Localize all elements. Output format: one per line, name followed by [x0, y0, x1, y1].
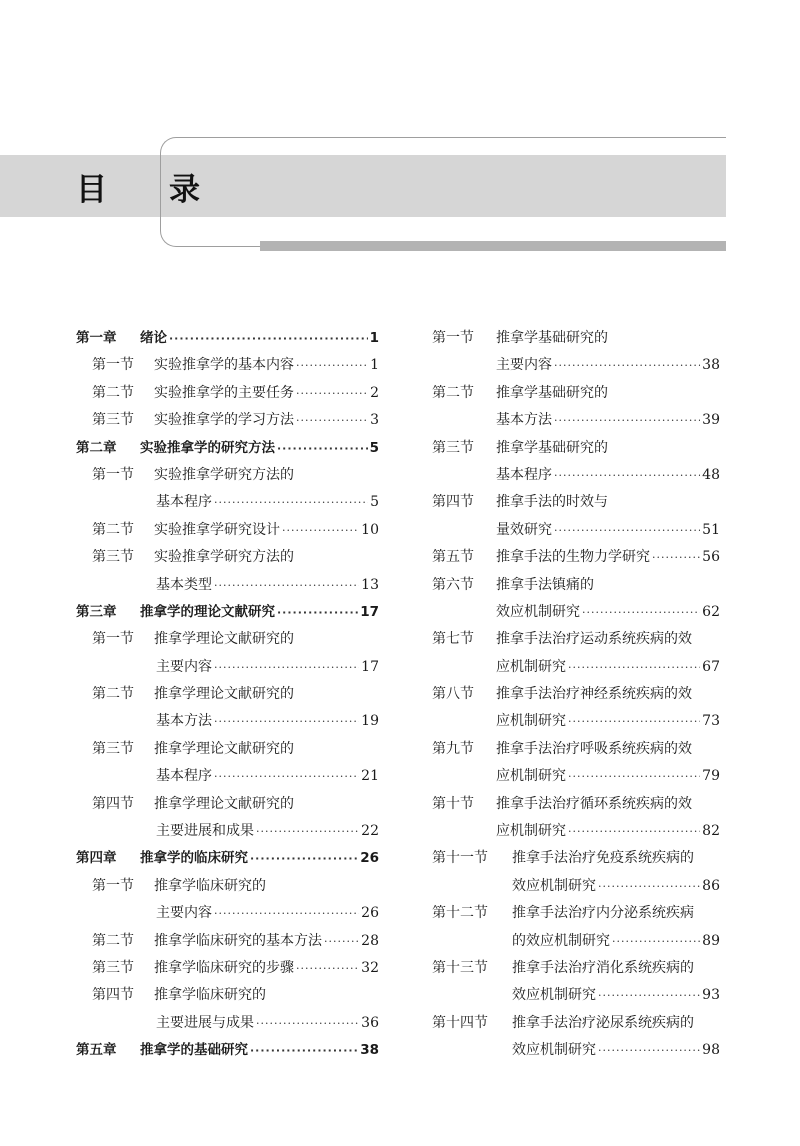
page-number: 86 [702, 877, 720, 894]
section-label: 第一节 [432, 330, 474, 346]
page-number: 17 [361, 658, 379, 675]
section-title: 推拿学基础研究的 [496, 439, 608, 456]
chapter-label: 第五章 [76, 1042, 117, 1059]
section-label: 第十节 [432, 795, 474, 812]
toc-section[interactable] [432, 380, 720, 407]
leader-dots [568, 654, 700, 681]
section-title: 推拿学理论文献研究的 [154, 795, 294, 812]
section-label: 第一节 [92, 877, 134, 894]
chapter-label: 第一章 [76, 330, 117, 346]
page-number: 62 [702, 603, 720, 620]
toc-section-continuation[interactable] [432, 708, 720, 735]
leader-dots [214, 900, 359, 927]
chapter-title: 绪论 [140, 330, 167, 346]
chapter-label: 第二章 [76, 439, 117, 456]
section-label: 第五节 [432, 549, 474, 566]
section-label: 第二节 [432, 384, 474, 401]
section-title: 推拿手法镇痛的 [496, 576, 594, 593]
toc-section[interactable] [432, 1010, 720, 1037]
leader-dots [554, 462, 700, 489]
page-number: 93 [702, 987, 720, 1004]
toc-section-continuation[interactable] [432, 1037, 720, 1064]
toc-section-continuation[interactable] [76, 900, 379, 927]
section-title: 推拿学临床研究的 [154, 877, 266, 894]
page-number: 79 [702, 768, 720, 785]
section-label: 第三节 [92, 549, 134, 566]
leader-dots [256, 1010, 359, 1037]
toc-section[interactable] [432, 736, 720, 763]
leader-dots [296, 955, 359, 982]
page-number: 38 [702, 357, 720, 374]
section-label: 第四节 [92, 987, 134, 1004]
leader-dots [282, 517, 359, 544]
chapter-label: 第三章 [76, 603, 117, 620]
section-title: 推拿手法治疗消化系统疾病的 [512, 959, 694, 976]
section-label: 第三节 [92, 740, 134, 757]
section-label: 第七节 [432, 631, 474, 648]
toc-right-column [432, 325, 720, 1065]
toc-section[interactable] [76, 462, 379, 489]
page-number: 17 [360, 603, 379, 620]
leader-dots [250, 845, 358, 872]
toc-left-column [76, 325, 379, 1065]
page-number: 3 [370, 412, 379, 429]
leader-dots [324, 928, 359, 955]
section-title: 推拿学理论文献研究的 [154, 631, 294, 648]
section-title-continuation: 主要进展与成果 [156, 1014, 254, 1031]
section-title: 推拿学理论文献研究的 [154, 686, 294, 703]
leader-dots [256, 818, 359, 845]
leader-dots [277, 599, 358, 626]
page-number: 21 [361, 768, 379, 785]
chapter-title: 推拿学的临床研究 [140, 850, 248, 867]
toc-section[interactable] [76, 544, 379, 571]
toc-section-continuation[interactable] [76, 572, 379, 599]
toc-section-continuation[interactable] [432, 352, 720, 379]
toc-section[interactable] [432, 489, 720, 516]
toc-section-continuation[interactable] [432, 873, 720, 900]
page-number: 38 [360, 1042, 379, 1059]
toc-section-continuation[interactable] [76, 489, 379, 516]
page-number: 1 [370, 357, 379, 374]
toc-section[interactable] [76, 928, 379, 955]
section-label: 第十三节 [432, 959, 488, 976]
section-title: 推拿手法治疗泌尿系统疾病的 [512, 1014, 694, 1031]
section-label: 第四节 [92, 795, 134, 812]
toc-section[interactable] [76, 352, 379, 379]
page-number: 13 [361, 576, 379, 593]
section-title-continuation: 量效研究 [496, 521, 552, 538]
toc-section-continuation[interactable] [76, 818, 379, 845]
section-title-continuation: 效应机制研究 [512, 987, 596, 1004]
leader-dots [568, 708, 700, 735]
section-title: 实验推拿学研究方法的 [154, 549, 294, 566]
toc-section[interactable] [76, 407, 379, 434]
section-label: 第二节 [92, 686, 134, 703]
toc-section-continuation[interactable] [432, 407, 720, 434]
page-number: 1 [369, 330, 379, 346]
toc-chapter[interactable] [76, 599, 379, 626]
page-number: 2 [370, 384, 379, 401]
section-label: 第二节 [92, 521, 134, 538]
toc-section[interactable] [432, 900, 720, 927]
section-label: 第一节 [92, 631, 134, 648]
leader-dots [598, 873, 700, 900]
leader-dots [582, 599, 700, 626]
leader-dots [277, 435, 368, 462]
toc-section[interactable] [432, 325, 720, 352]
toc-section-continuation[interactable] [432, 517, 720, 544]
section-label: 第一节 [92, 466, 134, 483]
section-label: 第八节 [432, 686, 474, 703]
toc-section-continuation[interactable] [432, 818, 720, 845]
section-title-continuation: 主要进展和成果 [156, 823, 254, 840]
page-number: 67 [702, 658, 720, 675]
section-label: 第十二节 [432, 905, 488, 922]
leader-dots [296, 407, 368, 434]
toc-section[interactable] [76, 873, 379, 900]
section-title: 推拿手法治疗内分泌系统疾病 [512, 905, 694, 922]
toc-section-continuation[interactable] [432, 654, 720, 681]
section-label: 第四节 [432, 494, 474, 511]
section-title: 实验推拿学研究方法的 [154, 466, 294, 483]
page-number: 5 [370, 494, 379, 511]
page-number: 56 [702, 549, 720, 566]
header-underline [260, 241, 726, 251]
leader-dots [250, 1037, 358, 1064]
leader-dots [554, 517, 700, 544]
section-title: 推拿学临床研究的步骤 [154, 959, 294, 976]
page-number: 32 [361, 959, 379, 976]
leader-dots [598, 982, 700, 1009]
page-number: 19 [361, 713, 379, 730]
toc-section[interactable] [432, 791, 720, 818]
toc-section-continuation[interactable] [432, 763, 720, 790]
toc-section-continuation[interactable] [432, 462, 720, 489]
leader-dots [568, 818, 700, 845]
section-title-continuation: 主要内容 [156, 905, 212, 922]
leader-dots [554, 352, 700, 379]
section-label: 第三节 [92, 959, 134, 976]
section-title: 推拿手法治疗呼吸系统疾病的效 [496, 740, 692, 757]
page-number: 89 [702, 932, 720, 949]
leader-dots [214, 708, 359, 735]
section-label: 第二节 [92, 384, 134, 401]
page-number: 5 [369, 439, 379, 456]
toc-section-continuation[interactable] [76, 654, 379, 681]
section-title-continuation: 效应机制研究 [512, 877, 596, 894]
toc-section-continuation[interactable] [76, 1010, 379, 1037]
toc-section[interactable] [76, 517, 379, 544]
section-title-continuation: 基本方法 [496, 412, 552, 429]
chapter-label: 第四章 [76, 850, 117, 867]
leader-dots [652, 544, 700, 571]
leader-dots [568, 763, 700, 790]
toc-section[interactable] [76, 791, 379, 818]
chapter-title: 实验推拿学的研究方法 [140, 439, 275, 456]
page-number: 51 [702, 521, 720, 538]
section-title: 推拿手法治疗运动系统疾病的效 [496, 631, 692, 648]
toc-section-continuation[interactable] [432, 599, 720, 626]
section-label: 第一节 [92, 357, 134, 374]
leader-dots [554, 407, 700, 434]
section-title: 实验推拿学的主要任务 [154, 384, 294, 401]
section-title: 推拿学临床研究的基本方法 [154, 932, 322, 949]
section-label: 第十一节 [432, 850, 488, 867]
section-title-continuation: 应机制研究 [496, 768, 566, 785]
section-title: 实验推拿学研究设计 [154, 521, 280, 538]
page-number: 28 [361, 932, 379, 949]
header-frame [160, 137, 726, 247]
section-label: 第三节 [432, 439, 474, 456]
section-label: 第三节 [92, 412, 134, 429]
toc-section[interactable] [76, 982, 379, 1009]
section-label: 第九节 [432, 740, 474, 757]
leader-dots [214, 654, 359, 681]
toc-section-continuation[interactable] [76, 708, 379, 735]
page-number: 10 [361, 521, 379, 538]
section-title: 实验推拿学的学习方法 [154, 412, 294, 429]
page-number: 73 [702, 713, 720, 730]
section-title: 推拿手法的时效与 [496, 494, 608, 511]
section-title-continuation: 应机制研究 [496, 658, 566, 675]
chapter-title: 推拿学的基础研究 [140, 1042, 248, 1059]
section-title: 实验推拿学的基本内容 [154, 357, 294, 374]
section-title-continuation: 主要内容 [496, 357, 552, 374]
section-title-continuation: 应机制研究 [496, 823, 566, 840]
page-number: 39 [702, 412, 720, 429]
leader-dots [296, 380, 368, 407]
leader-dots [214, 572, 359, 599]
toc-section[interactable] [76, 681, 379, 708]
page-number: 26 [360, 850, 379, 867]
toc-chapter[interactable] [76, 845, 379, 872]
page-title [76, 163, 200, 209]
section-title-continuation: 基本程序 [156, 768, 212, 785]
toc-section[interactable] [76, 626, 379, 653]
section-title-continuation: 主要内容 [156, 658, 212, 675]
page-title-char-2: 录 [169, 171, 200, 208]
page-number: 36 [361, 1014, 379, 1031]
chapter-title: 推拿学的理论文献研究 [140, 603, 275, 620]
toc-section-continuation[interactable] [432, 982, 720, 1009]
toc-chapter[interactable] [76, 325, 379, 352]
toc-section[interactable] [432, 572, 720, 599]
leader-dots [598, 1037, 700, 1064]
leader-dots [214, 489, 368, 516]
page-number: 98 [702, 1042, 720, 1059]
section-title: 推拿手法治疗循环系统疾病的效 [496, 795, 692, 812]
section-label: 第六节 [432, 576, 474, 593]
page-title-char-1: 目 [76, 171, 107, 208]
toc-section-continuation[interactable] [432, 928, 720, 955]
leader-dots [214, 763, 359, 790]
toc-section[interactable] [432, 681, 720, 708]
toc-section[interactable] [432, 955, 720, 982]
toc-section[interactable] [432, 544, 720, 571]
section-label: 第二节 [92, 932, 134, 949]
page-number: 22 [361, 823, 379, 840]
section-title-continuation: 基本类型 [156, 576, 212, 593]
page-number: 48 [702, 466, 720, 483]
section-label: 第十四节 [432, 1014, 488, 1031]
section-title-continuation: 效应机制研究 [496, 603, 580, 620]
toc-chapter[interactable] [76, 1037, 379, 1064]
section-title-continuation: 基本程序 [156, 494, 212, 511]
page-number: 26 [361, 905, 379, 922]
toc-chapter[interactable] [76, 435, 379, 462]
section-title-continuation: 的效应机制研究 [512, 932, 610, 949]
toc-section-continuation[interactable] [76, 763, 379, 790]
page-number: 82 [702, 823, 720, 840]
leader-dots [296, 352, 368, 379]
section-title: 推拿学理论文献研究的 [154, 740, 294, 757]
leader-dots [169, 325, 368, 352]
section-title-continuation: 效应机制研究 [512, 1042, 596, 1059]
section-title-continuation: 基本程序 [496, 466, 552, 483]
toc-section[interactable] [432, 435, 720, 462]
toc-section[interactable] [432, 626, 720, 653]
section-title: 推拿学基础研究的 [496, 330, 608, 346]
section-title: 推拿学临床研究的 [154, 987, 266, 1004]
toc-section[interactable] [76, 736, 379, 763]
toc-section[interactable] [432, 845, 720, 872]
toc-section[interactable] [76, 380, 379, 407]
section-title: 推拿手法治疗神经系统疾病的效 [496, 686, 692, 703]
section-title: 推拿学基础研究的 [496, 384, 608, 401]
section-title: 推拿手法的生物力学研究 [496, 549, 650, 566]
section-title-continuation: 基本方法 [156, 713, 212, 730]
toc-section[interactable] [76, 955, 379, 982]
leader-dots [612, 928, 700, 955]
section-title: 推拿手法治疗免疫系统疾病的 [512, 850, 694, 867]
section-title-continuation: 应机制研究 [496, 713, 566, 730]
